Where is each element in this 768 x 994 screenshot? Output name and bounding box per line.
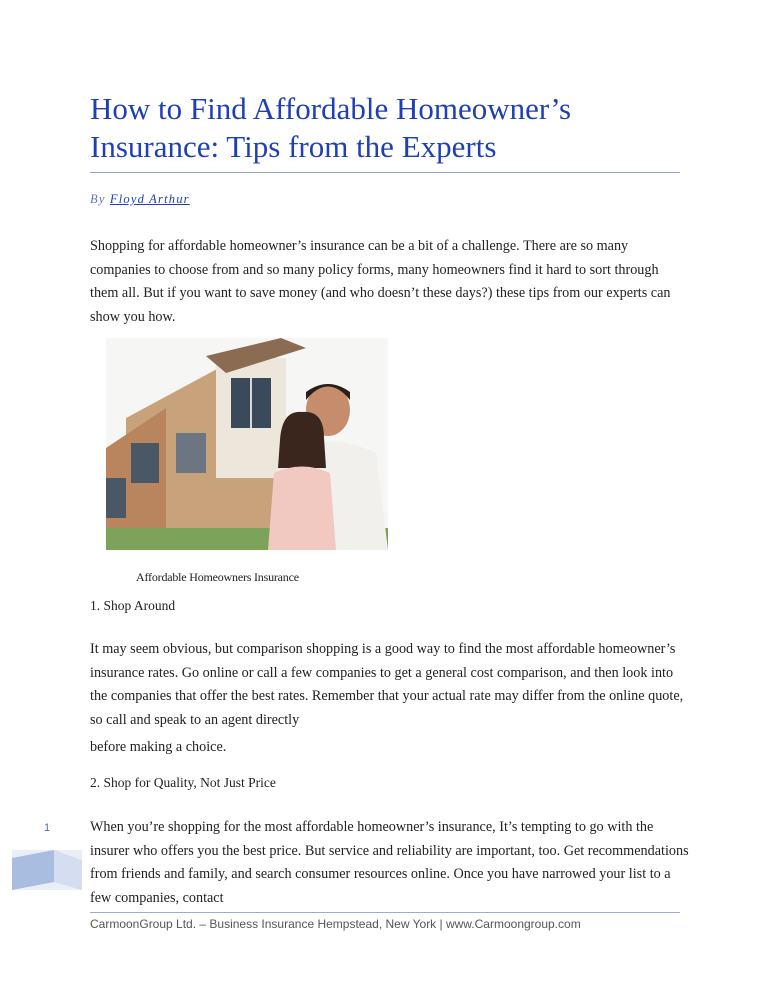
- title-line-2: Insurance: Tips from the Experts: [90, 129, 497, 164]
- byline: [90, 192, 190, 207]
- shop-around-paragraph-tail: before making a choice.: [90, 739, 227, 755]
- photo-illustration: [106, 338, 388, 550]
- intro-paragraph: Shopping for affordable homeowner’s insurance can be a bit of a challenge. There are so many companies to choose from and so many policy forms, many homeowners find it hard to sort through them all. But if you want to save money (and who doesn’t these days?) these tips from our experts can show you how.: [90, 238, 671, 325]
- page-corner-decoration: [12, 850, 82, 890]
- article-title: [90, 90, 690, 166]
- section-heading-shop-around: 1. Shop Around: [90, 598, 176, 613]
- title-divider: [90, 172, 680, 173]
- quality-paragraph: When you’re shopping for the most affordable homeowner’s insurance, It’s tempting to go with the insurer who offers you the best price. But service and reliability are important, too. Get recommendations from friends and family, and search consumer resources online. Once you have narrowed your list to a few companies, contact: [90, 819, 689, 906]
- author-link[interactable]: Floyd Arthur: [109, 192, 190, 206]
- shop-around-paragraph: It may seem obvious, but comparison shopping is a good way to find the most affordable homeowner’s insurance rates. Go online or call a few companies to get a general cost comparison, and then look into the companies that offer the best rates. Remember that your actual rate may differ from the online quote, so call and speak to an agent directly: [90, 641, 684, 728]
- section-heading-quality: 2. Shop for Quality, Not Just Price: [90, 775, 276, 790]
- page-footer: CarmoonGroup Ltd. – Business Insurance Hempstead, New York | www.Carmoongroup.com: [90, 917, 581, 931]
- page-number: 1: [44, 822, 51, 834]
- footer-divider: [90, 912, 680, 913]
- image-caption: Affordable Homeowners Insurance: [136, 570, 299, 584]
- title-line-1: How to Find Affordable Homeowner’s: [90, 91, 572, 126]
- couple-house-photo: [106, 338, 388, 550]
- byline-prefix: By: [90, 192, 106, 206]
